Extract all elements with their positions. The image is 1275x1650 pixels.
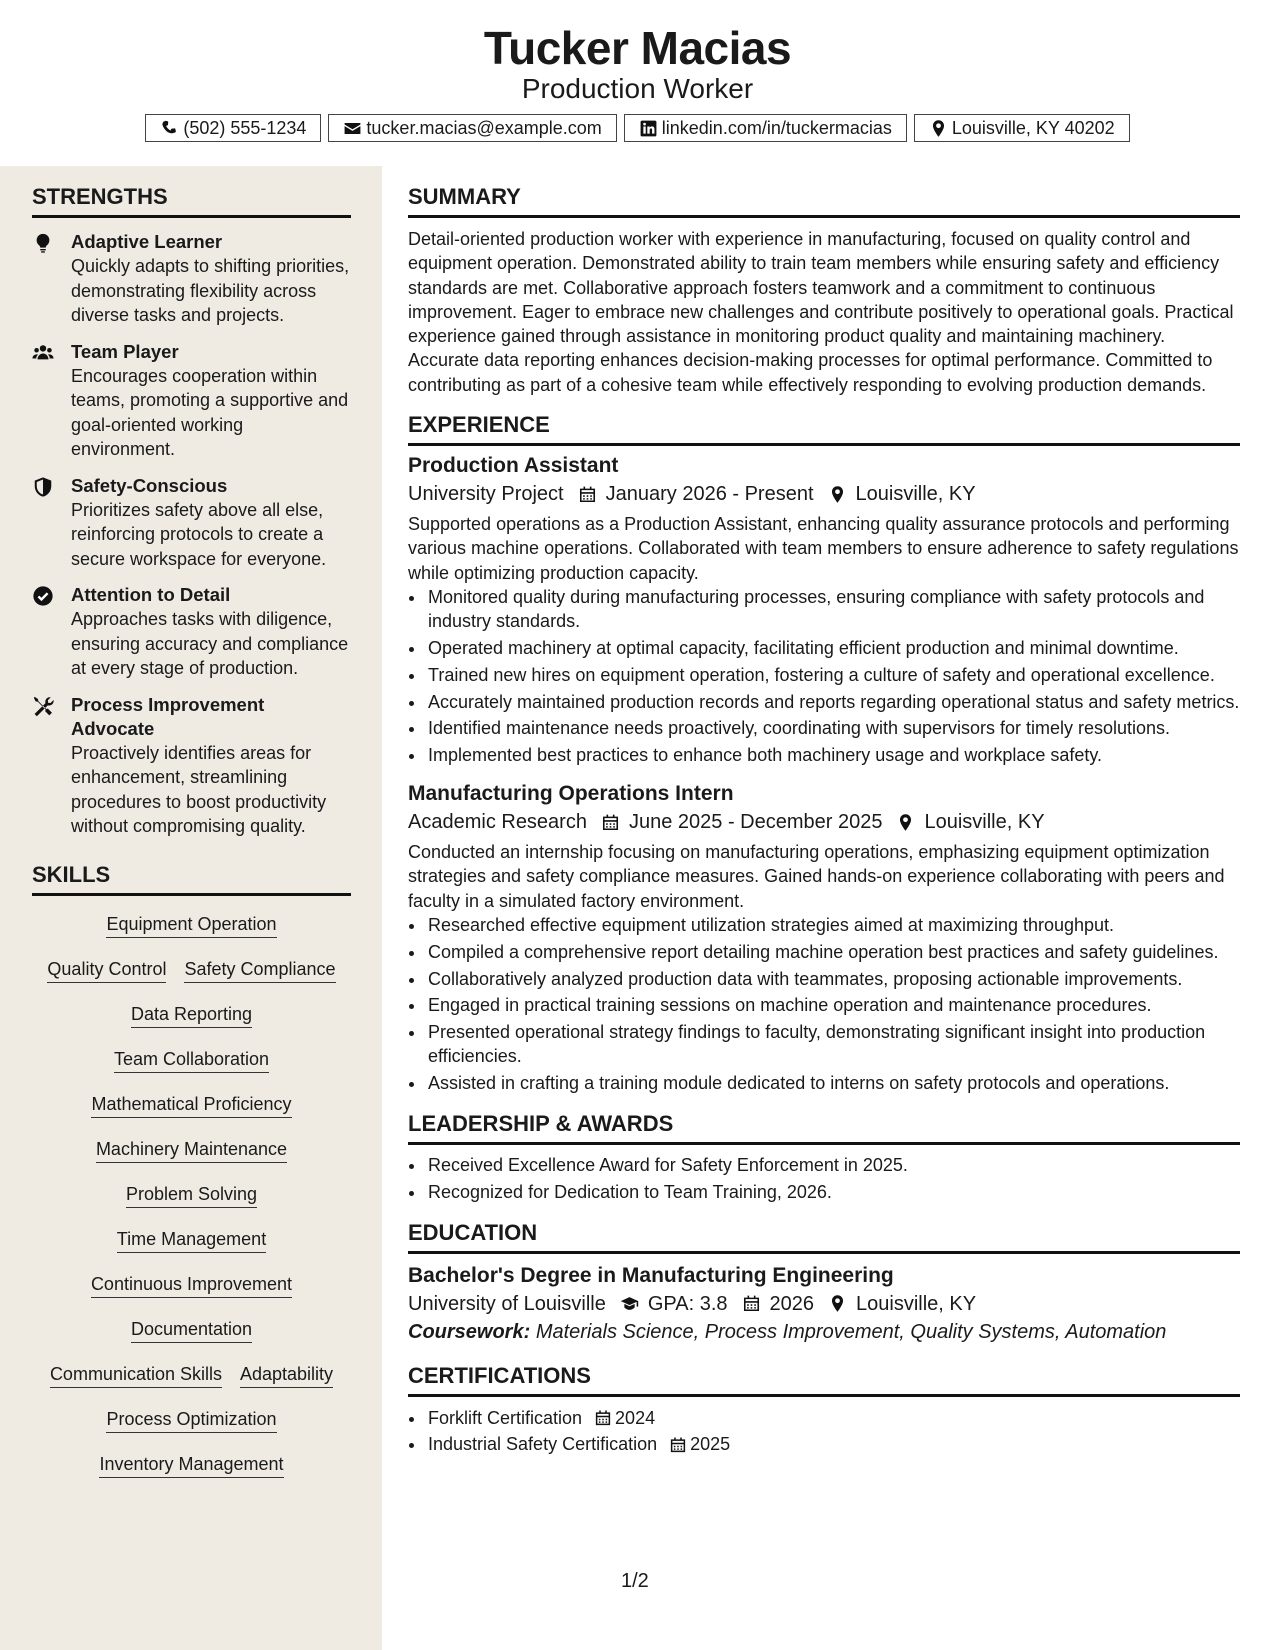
tools-icon [32,695,54,717]
certifications-heading: CERTIFICATIONS [408,1362,1240,1397]
job-bullets [408,913,1240,1096]
sidebar [0,166,382,1650]
envelope-icon [343,119,362,138]
contact-phone[interactable] [145,114,321,142]
map-pin-icon [828,1294,847,1313]
list-item: • Recognized for Dedication to Team Training, 2026. [426,1180,1240,1204]
grad-year: 2026 [769,1292,815,1315]
skill-tag: Inventory Management [99,1452,283,1478]
job-bullets [408,585,1240,768]
strength-desc: Encourages cooperation within teams, promoting a supportive and goal-oriented working environment. [71,365,349,459]
list-item: • Compiled a comprehensive report detailing machine operation best practices and safety guidelines. [426,940,1240,964]
skill-row [32,1362,351,1407]
skill-tag: Process Optimization [106,1407,276,1433]
job-description: Conducted an internship focusing on manufacturing operations, emphasizing equipment optimization strategies and safety compliance measures. Gained hands-on experience collaborating with peers and faculty in a simulated factory environment. [408,842,1225,911]
job-entry [408,780,1240,1095]
cert-name: • Industrial Safety Certification [428,1434,658,1455]
graduation-cap-icon [620,1294,639,1313]
strength-desc: Prioritizes safety above all else, reinforcing protocols to create a secure workspace for everyone. [71,499,327,569]
calendar-icon [601,813,620,832]
main-content [408,166,1240,1459]
summary-text: Detail-oriented production worker with experience in manufacturing, focused on quality control and equipment operation. Demonstrated ability to train team members while ensuring safety and efficiency standards are met. Collaborative approach fosters teamwork and a commitment to continuous improvement. Eager to embrace new challenges and contribute positively to operational goals. Practical experience gained through assistance in monitoring product quality and maintaining machinery. Accurate data reporting enhances decision-making processes for optimal performance. Committed to contributing as part of a cohesive team while effectively responding to evolving production demands. [408,229,1234,395]
strength-item [32,693,352,839]
check-circle-icon [32,585,54,607]
leadership-list [408,1153,1240,1204]
skill-tag: Communication Skills [50,1362,222,1388]
school-location: Louisville, KY [856,1292,977,1315]
certifications-list [408,1406,1240,1457]
skill-row [32,1137,351,1182]
job-location: Louisville, KY [924,811,1045,834]
skill-tag: Documentation [131,1317,252,1343]
skill-tag: Time Management [117,1227,266,1253]
list-item: • Assisted in crafting a training module dedicated to interns on safety protocols and operations. [426,1071,1240,1095]
skill-row [32,1092,351,1137]
candidate-title: Production Worker [521,73,754,104]
skill-tag: Mathematical Proficiency [91,1092,291,1118]
leadership-heading: LEADERSHIP & AWARDS [408,1110,1240,1145]
list-item [426,1432,1240,1456]
skills-heading: SKILLS [32,861,351,896]
skill-tag: Problem Solving [126,1182,257,1208]
contact-bar [0,114,1275,142]
shield-icon [32,476,54,498]
strength-desc: Quickly adapts to shifting priorities, demonstrating flexibility across diverse tasks and projects. [71,256,350,325]
gpa: GPA: 3.8 [647,1292,728,1315]
list-item [426,1406,1240,1430]
list-item: • Implemented best practices to enhance both machinery usage and workplace safety. [426,743,1240,767]
skill-row [32,1407,351,1452]
contact-text: (502) 555-1234 [183,117,307,138]
contact-text: linkedin.com/in/tuckermacias [661,117,892,138]
job-meta [408,808,1240,836]
coursework [408,1318,1240,1346]
school-name: University of Louisville [408,1292,606,1315]
calendar-icon [669,1436,687,1454]
phone-icon [160,119,179,138]
strength-item [32,230,352,328]
skill-row [32,1182,351,1227]
job-meta [408,480,1240,508]
map-pin-icon [929,119,948,138]
coursework-list: Materials Science, Process Improvement, Quality Systems, Automation [535,1320,1167,1343]
users-icon [32,342,54,364]
skill-tag: Continuous Improvement [91,1272,292,1298]
strength-desc: Proactively identifies areas for enhancement, streamlining procedures to boost productivity without compromising quality. [71,742,327,836]
page-number: 1/2 [621,1570,649,1592]
job-title: Manufacturing Operations Intern [408,782,734,806]
skill-row [32,1002,351,1047]
job-org: University Project [408,483,564,506]
list-item: • Identified maintenance needs proactively, coordinating with supervisors for timely resolutions. [426,716,1240,740]
job-dates: June 2025 - December 2025 [628,811,883,834]
calendar-icon [742,1294,761,1313]
list-item: • Researched effective equipment utilization strategies aimed at maximizing throughput. [426,913,1240,937]
job-org: Academic Research [408,811,587,834]
list-item: • Trained new hires on equipment operation, fostering a culture of safety and operational excellence. [426,663,1240,687]
list-item: • Presented operational strategy findings to faculty, demonstrating significant insight into production efficiencies. [426,1020,1240,1069]
contact-location[interactable] [914,114,1130,142]
education-heading: EDUCATION [408,1219,1240,1254]
cert-year: 2025 [690,1434,731,1455]
job-location: Louisville, KY [855,483,976,506]
strength-desc: Approaches tasks with diligence, ensuring accuracy and compliance at every stage of production. [71,609,349,678]
skill-row [32,1452,351,1497]
skill-row [32,912,351,957]
contact-linkedin[interactable] [624,114,907,142]
list-item: • Operated machinery at optimal capacity, facilitating efficient production and minimal downtime. [426,636,1240,660]
skill-tag: Team Collaboration [114,1047,269,1073]
summary-heading: SUMMARY [408,183,1240,218]
contact-email[interactable] [328,114,616,142]
cert-year: 2024 [615,1407,656,1428]
degree-title: Bachelor's Degree in Manufacturing Engineering [408,1263,894,1287]
skill-tag: Machinery Maintenance [96,1137,287,1163]
skill-row [32,1047,351,1092]
education-meta [408,1290,1240,1318]
strength-title: Process Improvement Advocate [71,693,265,739]
map-pin-icon [828,485,847,504]
strength-title: Adaptive Learner [71,231,223,252]
coursework-label: Coursework: [408,1320,531,1343]
strengths-heading: STRENGTHS [32,183,351,218]
list-item: • Engaged in practical training sessions on machine operation and maintenance procedures. [426,993,1240,1017]
list-item: • Collaboratively analyzed production data with teammates, proposing actionable improvements. [426,967,1240,991]
contact-text: tucker.macias@example.com [366,117,602,138]
job-description: Supported operations as a Production Assistant, enhancing quality assurance protocols and performing various machine operations. Collaborated with team members to ensure adherence to safety regulations while optimizing production capacity. [408,514,1239,583]
strength-title: Safety-Conscious [71,474,228,496]
job-title: Production Assistant [408,454,619,478]
strength-item [32,474,352,572]
skill-row [32,1227,351,1272]
list-item: • Monitored quality during manufacturing processes, ensuring compliance with safety protocols and industry standards. [426,585,1240,634]
contact-text: Louisville, KY 40202 [951,117,1115,138]
list-item: • Accurately maintained production records and reports regarding operational status and safety metrics. [426,690,1240,714]
cert-name: • Forklift Certification [428,1407,583,1428]
strength-item [32,583,352,681]
skill-tag: Safety Compliance [184,957,335,983]
linkedin-icon [639,119,658,138]
skill-tag: Equipment Operation [106,912,276,938]
skill-tag: Quality Control [47,957,166,983]
skill-row [32,1272,351,1317]
strength-title: Attention to Detail [71,584,231,605]
resume-header [0,0,1275,166]
job-dates: January 2026 - Present [605,483,814,506]
strength-title: Team Player [71,340,179,362]
list-item: • Received Excellence Award for Safety Enforcement in 2025. [426,1153,1240,1177]
candidate-name: Tucker Macias [483,22,792,74]
experience-heading: EXPERIENCE [408,411,1240,446]
skill-tag: Data Reporting [131,1002,252,1028]
map-pin-icon [896,813,915,832]
skill-tag: Adaptability [240,1362,333,1388]
skill-row [32,957,351,1002]
job-entry [408,452,1240,767]
calendar-icon [578,485,597,504]
skill-row [32,1317,351,1362]
calendar-icon [594,1409,612,1427]
strength-item [32,340,352,462]
lightbulb-icon [32,232,54,254]
skills-list [32,912,351,1497]
